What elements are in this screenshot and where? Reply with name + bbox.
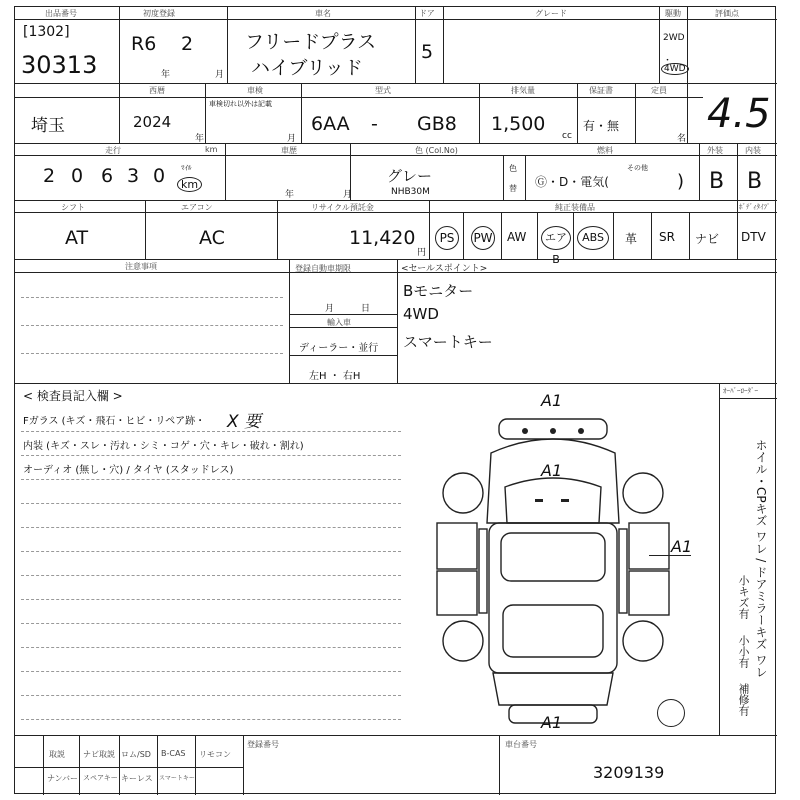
side-note-main: ホイル・CPキズ ワレ / ドアミラーキズ ワレ [754,439,768,678]
label-year: 西暦 [149,86,165,95]
label-aircon: エアコン [181,203,213,212]
inspector-line-3: オーディオ (無し・穴) / タイヤ (スタッドレス) [23,465,234,476]
sales-point-2: 4WD [403,305,439,323]
rating-value: 4.5 [707,91,771,137]
label-oilcheck: ｵｰﾊﾞｰﾛｰﾀﾞｰ [723,387,758,395]
label-import: 輸入車 [327,318,351,327]
year-value: 2024 [133,113,172,131]
equip-navi: ナビ [695,232,720,246]
label-capacity: 定員 [651,86,667,95]
model-prefix: 6AA [311,113,350,135]
label-mileage: 走行 [105,146,121,155]
equip-leather: 革 [625,232,638,246]
recycle-value: 11,420 [349,227,416,249]
warranty-value: 有・無 [583,119,620,133]
color-change-1: 色 [509,164,517,173]
label-car-name: 車名 [315,9,331,18]
mileage-digit-1: 2 [43,165,56,187]
lot-code: [1302] [23,24,70,40]
registration-month: 2 [181,33,194,55]
shift-value: AT [65,227,89,249]
mark-hood-a1: A1 [541,461,563,480]
inspector-heading: < 検査員記入欄 > [23,389,123,403]
history-nen: 年 [285,190,295,200]
equip-sr: SR [659,230,675,244]
label-fuel: 燃料 [597,146,613,155]
drive-4wd-circled: 4WD [661,63,689,75]
mileage-digit-2: 0 [71,165,84,187]
label-shift: シフト [61,203,85,212]
inspector-line-1: Fガラス (キズ・飛石・ヒビ・リペア跡・ [23,416,206,427]
color-name: グレー [387,167,433,185]
mileage-digit-3: 6 [101,165,114,187]
inspection-note: 車検切れ以外は記載 [209,100,272,108]
bottom-label-manual: 取説 [49,750,65,759]
import-value: ディーラー・並行 [299,343,379,354]
mileage-mile: ﾏｲﾙ [181,164,192,172]
label-tsuki-1: 月 [215,70,225,80]
label-doors: ドア [419,9,435,18]
label-interior: 内装 [745,146,761,155]
label-displacement: 排気量 [511,86,535,95]
label-bodytype: ﾎﾞﾃﾞｨﾀｲﾌﾟ [739,203,771,211]
side-note-sub3: 補修有 [737,683,750,716]
side-note-sub1: 小キズ有 [737,575,750,619]
fuel-other: その他 [627,164,648,172]
mileage-digit-5: 0 [153,165,166,187]
sales-point-3: スマートキー [403,333,493,351]
equip-airbag: エアB [541,226,571,250]
steering-value: 左H ・ 右H [309,371,361,382]
bottom-label-bcas: B-CAS [161,749,186,758]
label-sales-points: <セールスポイント> [401,264,488,274]
label-lot: 出品番号 [45,9,77,18]
mileage-digit-4: 3 [127,165,140,187]
label-inspection: 車検 [247,86,263,95]
label-color: 色 (Col.No) [415,146,458,155]
mileage-km-circled: km [177,177,202,192]
label-inspection-expiry: 登録自動車期限 [295,264,351,273]
side-note-sub2: 小小有 [737,635,750,668]
label-exterior: 外装 [707,146,723,155]
sales-point-1: Bモニター [403,282,474,300]
bottom-label-plate: ナンバー [47,774,79,783]
interior-grade: B [747,169,763,194]
car-damage-diagram [431,405,675,731]
label-drive: 駆動 [665,9,681,18]
model-sep: - [371,113,378,135]
inspector-line-2: 内装 (キズ・スレ・汚れ・シミ・コゲ・穴・キレ・破れ・割れ) [23,441,304,452]
equip-aw: AW [507,230,527,244]
x-mark: X 要 [227,412,262,432]
bottom-label-keyless: キーレス [121,774,153,783]
label-registration: 初度登録 [143,9,175,18]
expiry-hi: 日 [361,304,371,314]
label-grade: グレード [535,9,567,18]
mark-side-a1: A1 [671,537,693,556]
label-recycle: リサイクル預託金 [311,203,374,212]
label-nen-2: 年 [195,134,205,144]
label-reg-no: 登録番号 [247,740,279,749]
lot-number: 30313 [21,51,98,79]
expiry-tsuki: 月 [325,304,335,314]
mark-front-a1: A1 [541,391,563,410]
equip-dtv: DTV [741,230,766,244]
history-tsuki: 月 [343,190,353,200]
recycle-unit: 円 [417,248,427,258]
displacement-unit: cc [562,131,572,141]
label-chassis-no: 車台番号 [505,740,537,749]
spare-tire-circle [657,699,685,727]
label-tsuki-2: 月 [287,134,297,144]
label-nen-1: 年 [161,70,171,80]
exterior-grade: B [709,169,725,194]
doors-value: 5 [421,41,434,63]
drive-2wd: 2WD [663,33,685,43]
bottom-label-rom-sd: ロム/SD [121,750,151,759]
mark-rear-a1: A1 [541,713,563,732]
prefecture: 埼玉 [31,116,65,136]
label-km-unit: km [205,145,218,154]
label-notes: 注意事項 [125,262,157,271]
equip-ps: PS [435,226,459,250]
label-model: 型式 [375,86,391,95]
equip-abs: ABS [577,226,609,250]
bottom-label-smart-key: スマートキー [159,775,195,782]
registration-era: R6 [131,33,157,55]
chassis-number: 3209139 [593,763,665,782]
auction-sheet: 出品番号 初度登録 車名 ドア グレード 駆動 評価点 [1302] 30313 R6 2 年 月 フリードプラス ハイブリッド 5 2WD ・ 4WD 4.5 西暦 車検 型式 排気量 保証書 定員 埼玉 2024 年 車検切れ以外は記載 月 6AA - GB8 1,500 cc 有・無 名 走行 km 車歴 色 (Col.No) 燃料 外装 内装 2 0 6 3 0 ﾏｲﾙ km 年 月 グレー NHB30M 色 替 Ⓖ・D・電気( その他 ) B B シフト エアコン リサイクル預託金 純正装備品 ﾎﾞﾃﾞｨﾀｲﾌﾟ AT AC 11,420 円 PS PW AW エアB ABS 革 SR ナビ DTV 注意事項 登録自動車期限 月 日 輸入車 ディーラー・並行 左H ・ 右H <セールスポイント> Bモニター 4WD スマートキー < 検査員記入欄 > Fガラス (キズ・飛石・ヒビ・リペア跡・ X 要 内装 (キズ・スレ・汚れ・シミ・コゲ・穴・キレ・破れ・割れ) オーディオ (無し・穴) / タイヤ (スタッドレス) A1 A1 A1 A1 ｵｰﾊﾞｰﾛｰﾀﾞｰ ホイル・CPキズ ワレ / ドアミラーキズ ワレ 小キズ有 小小有 補修有 取説 ナビ取説 ロム/SD B-CAS リモコン ナンバー スペアキー キーレス スマートキー 登録番号 車台番号 3209139 [14,6,776,794]
bottom-label-remote: リモコン [199,750,231,759]
bottom-label-spare-key: スペアキー [83,774,118,782]
fuel-options: Ⓖ・D・電気( [535,175,609,189]
car-name-line1: フリードプラス [245,31,377,53]
bottom-label-navi-manual: ナビ取説 [83,750,115,759]
car-name-line2: ハイブリッド [251,57,363,79]
capacity-unit: 名 [677,134,687,144]
fuel-close: ) [677,171,685,192]
label-equipment: 純正装備品 [555,203,595,212]
equip-pw: PW [471,226,495,250]
aircon-value: AC [199,227,225,249]
color-change-2: 替 [509,184,517,193]
label-history: 車歴 [281,146,297,155]
label-rating: 評価点 [715,9,739,18]
model-code: GB8 [417,113,457,135]
displacement-value: 1,500 [491,113,546,135]
label-warranty: 保証書 [589,86,613,95]
color-code: NHB30M [391,187,430,197]
